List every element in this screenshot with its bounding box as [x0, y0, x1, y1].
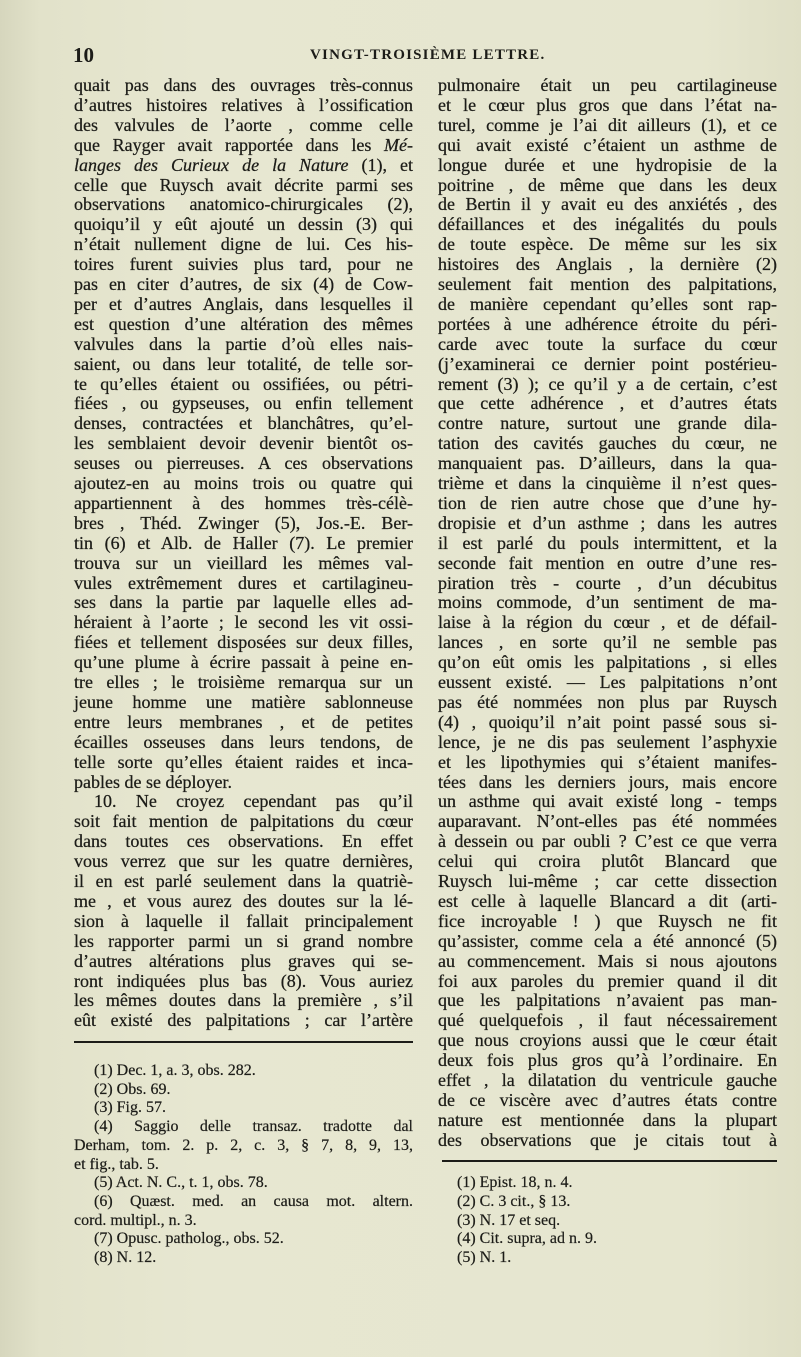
text-line: fiées , ou gypseuses, ou enfin tellement [74, 393, 413, 414]
text-line: qué quelquefois , il faut nécessairement [438, 1010, 777, 1031]
text-line: rement (3) ); ce qu’il y a de certain, c’est [438, 373, 777, 394]
text-line: de ce viscère avec d’autres états contre [438, 1089, 777, 1110]
text-line: tées dans les derniers jours, mais encore [438, 771, 777, 792]
footnote: (8) N. 12. [94, 1249, 157, 1266]
text-line: seuses ou pierreuses. A ces observations [74, 453, 413, 474]
footnote: (1) Epist. 18, n. 4. [457, 1174, 573, 1191]
text-line: deux fois plus gros qu’à l’ordinaire. En [438, 1050, 777, 1071]
text-line: telle sorte qu’elles étaient raides et inca- [74, 751, 413, 772]
footnote: (2) C. 3 cit., § 13. [457, 1192, 571, 1210]
text-line: d’autres altérations plus graves qui se- [74, 950, 413, 971]
text-line: n’était nullement digne de lui. Ces his- [74, 234, 413, 255]
text-line: piration très - courte , d’un décubitus [438, 572, 777, 593]
text-line: d’autres histoires relatives à l’ossification [74, 94, 413, 115]
text-line: effet , la dilatation du ventricule gauche [438, 1070, 777, 1090]
footnote: (3) Fig. 57. [94, 1099, 166, 1117]
italic-title-text: Mé- [384, 134, 413, 155]
text-line: et les lipothymies qui s’étaient manifes- [438, 751, 777, 772]
page-number: 10 [73, 43, 94, 67]
text-line: portées à une adhérence étroite du péri- [438, 313, 777, 334]
text-line: Ruysch lui-même ; car cette dissection [438, 871, 777, 891]
text-line: ajoutez-en au moins trois ou quatre qui [74, 473, 413, 493]
text-line: un asthme qui avait existé long - temps [438, 791, 777, 812]
text-line: saient, ou dans leur totalité, de telle sor- [74, 353, 413, 374]
text-line: pulmonaire était un peu cartilagineuse [438, 75, 777, 95]
text-line: quoiqu’il y eût ajouté un dessin (3) qui [74, 214, 413, 235]
text-line: pas été nommées non plus par Ruysch [438, 691, 777, 712]
text-line: que cette adhérence , et d’autres états [438, 393, 777, 414]
text-line: turel, comme je l’ai dit ailleurs (1), et ce [438, 114, 777, 135]
text-line [74, 135, 413, 155]
footnote: et fig., tab. 5. [74, 1155, 159, 1173]
text-line: quait pas dans des ouvrages très-connus [74, 75, 413, 95]
footnote: (4) Saggio delle transaz. tradotte dal [94, 1118, 413, 1136]
text-line: contre nature, surtout une grande dila- [438, 413, 777, 434]
text-line: lances , en sorte qu’il ne semble pas [438, 632, 777, 653]
text-line [74, 155, 413, 175]
footnote: (5) Act. N. C., t. 1, obs. 78. [94, 1174, 268, 1192]
text-line: de manière cependant qu’elles sont rap- [438, 293, 777, 314]
text-line: lence, je ne dis pas seulement l’asphyxie [438, 731, 777, 752]
text-line: te qu’elles étaient ou ossifiées, ou pétri- [74, 373, 413, 394]
text-segment: que Rayger avait rapportée dans les [74, 134, 385, 155]
text-line: observations anatomico-chirurgicales (2), [74, 194, 413, 215]
footnote: (5) N. 1. [457, 1249, 512, 1266]
text-line: sion à laquelle il fallait principalement [74, 910, 413, 931]
text-line: valvules dans la partie d’où elles nais- [74, 333, 413, 354]
text-line: trième et dans la cinquième il n’est ques- [438, 473, 777, 493]
text-line: que nous croyions aussi que le cœur était [438, 1030, 777, 1051]
text-line: est question d’une altération des mêmes [74, 313, 413, 334]
footnote: Derham, tom. 2. p. 2, c. 3, § 7, 8, 9, 13, [74, 1136, 413, 1154]
text-line: celui qui croira plutôt Blancard que [438, 851, 777, 872]
text-line: auparavant. N’ont-elles pas été nommées [438, 811, 777, 832]
text-line: seulement fait mention des palpitations, [438, 274, 777, 294]
footnote: (6) Quæst. med. an causa mot. altern. [94, 1192, 413, 1210]
text-line: les rapporter parmi un si grand nombre [74, 930, 413, 951]
text-line: eussent existé. — Les palpitations n’ont [438, 672, 777, 692]
text-line: tre elles ; le troisième remarqua sur un [74, 672, 413, 692]
text-line: toires furent suivies plus tard, pour ne [74, 254, 413, 275]
text-line: me , et vous aurez des doutes sur la lé- [74, 890, 413, 911]
text-line: jeune homme une matière sablonneuse [74, 691, 413, 712]
text-line: moins commode, d’un sentiment de ma- [438, 592, 777, 613]
text-line: les mêmes doutes dans la première , s’il [74, 990, 413, 1011]
footnote: (7) Opusc. patholog., obs. 52. [94, 1230, 284, 1248]
text-line: fice incroyable ! ) que Ruysch ne fit [438, 910, 777, 931]
text-line: celle que Ruysch avait décrite parmi ses [74, 174, 413, 195]
text-line: nature est mentionnée dans la plupart [438, 1109, 777, 1130]
text-line: des observations que je citais tout à [438, 1129, 777, 1150]
text-line: il est parlé du pouls intermittent, et la [438, 532, 777, 553]
text-line: 10. Ne croyez cependant pas qu’il [94, 791, 413, 812]
text-line: des valvules de l’aorte , comme celle [74, 114, 413, 135]
text-line: eût existé des palpitations ; car l’artère [74, 1010, 413, 1031]
running-title: VINGT-TROISIÈME LETTRE. [310, 47, 546, 63]
text-line: carde avec toute la surface du cœur [438, 333, 777, 354]
text-line: défaillances et des inégalités du pouls [438, 214, 777, 235]
footnote: (4) Cit. supra, ad n. 9. [457, 1230, 597, 1248]
text-line: écailles osseuses dans leurs tendons, de [74, 731, 413, 752]
text-line: manquaient pas. D’ailleurs, dans la qua- [438, 453, 777, 474]
right-footnote-rule [442, 1160, 777, 1162]
text-line: dropisie et d’un asthme ; dans les autres [438, 512, 777, 533]
text-line: (4) , quoiqu’il n’ait point passé sous si- [438, 711, 777, 732]
text-line: bres , Théd. Zwinger (5), Jos.-E. Ber- [74, 512, 413, 533]
text-line: tion de rien autre chose que d’une hy- [438, 492, 777, 513]
text-line: denses, contractées et blanchâtres, qu’el- [74, 413, 413, 434]
text-line: tation des cavités gauches du cœur, ne [438, 433, 777, 454]
text-line: fiées et tellement disposées sur deux filles, [74, 632, 413, 653]
text-line: de Bertin il y avait eu des anxiétés , des [438, 194, 777, 215]
text-line: héraient à l’aorte ; le second les vit ossi- [74, 612, 413, 633]
text-line: trouva sur un vieillard les mêmes val- [74, 552, 413, 573]
text-line: au commencement. Mais si nous ajoutons [438, 950, 777, 971]
text-line: per et d’autres Anglais, dans lesquelles il [74, 293, 413, 314]
text-line: poitrine , de même que dans les deux [438, 174, 777, 195]
text-line: il en est parlé seulement dans la quatriè- [74, 871, 413, 891]
italic-title-text: langes des Curieux de la Nature [74, 154, 349, 175]
text-line: appartiennent à des hommes très-célè- [74, 492, 413, 513]
footnote: cord. multipl., n. 3. [74, 1211, 197, 1229]
text-line: tin (6) et Alb. de Haller (7). Le premier [74, 532, 413, 553]
footnote: (1) Dec. 1, a. 3, obs. 282. [94, 1062, 256, 1079]
text-line: qu’une plume à écrire passait à peine en- [74, 652, 413, 673]
text-line: qu’assister, comme cela a été annoncé (5) [438, 930, 777, 951]
text-line: que les palpitations n’avaient pas man- [438, 990, 777, 1011]
text-line: histoires des Anglais , la dernière (2) [438, 254, 777, 275]
text-line: seconde fait mention en outre d’une res- [438, 552, 777, 573]
text-line: pables de se déployer. [74, 771, 232, 792]
text-line: vous verrez que sur les quatre dernières, [74, 851, 413, 872]
text-line: vules extrêmement dures et cartilagineu- [74, 572, 413, 593]
text-segment: (1), et [348, 154, 413, 175]
text-line: soit fait mention de palpitations du cœur [74, 811, 413, 832]
text-line: à dessein ou par oubli ? C’est ce que verra [438, 831, 777, 852]
text-line: (j’examinerai ce dernier point postérieu- [438, 353, 777, 374]
text-line: foi aux paroles du premier quand il dit [438, 970, 777, 991]
text-line: laise à la région du cœur , et de défail- [438, 612, 777, 633]
text-line: pas en citer d’autres, de six (4) de Cow- [74, 274, 413, 294]
text-line: ront indiquées plus bas (8). Vous auriez [74, 970, 413, 991]
text-line: qui avait existé c’étaient un asthme de [438, 134, 777, 155]
footnote: (3) N. 17 et seq. [457, 1211, 561, 1229]
left-footnote-rule [74, 1041, 413, 1043]
text-line: les semblaient devoir devenir bientôt os- [74, 433, 413, 454]
text-line: dans toutes ces observations. En effet [74, 831, 413, 852]
text-line: entre leurs membranes , et de petites [74, 711, 413, 732]
text-line: qu’on eût omis les palpitations , si elles [438, 652, 777, 673]
text-line: longue durée et une hydropisie de la [438, 154, 777, 175]
text-line: est celle à laquelle Blancard a dit (arti- [438, 890, 777, 911]
footnote: (2) Obs. 69. [94, 1080, 171, 1098]
text-line: ses dans la partie par laquelle elles ad- [74, 592, 413, 613]
text-line: de toute espèce. De même sur les six [438, 234, 777, 255]
text-line: et le cœur plus gros que dans l’état na- [438, 94, 777, 115]
